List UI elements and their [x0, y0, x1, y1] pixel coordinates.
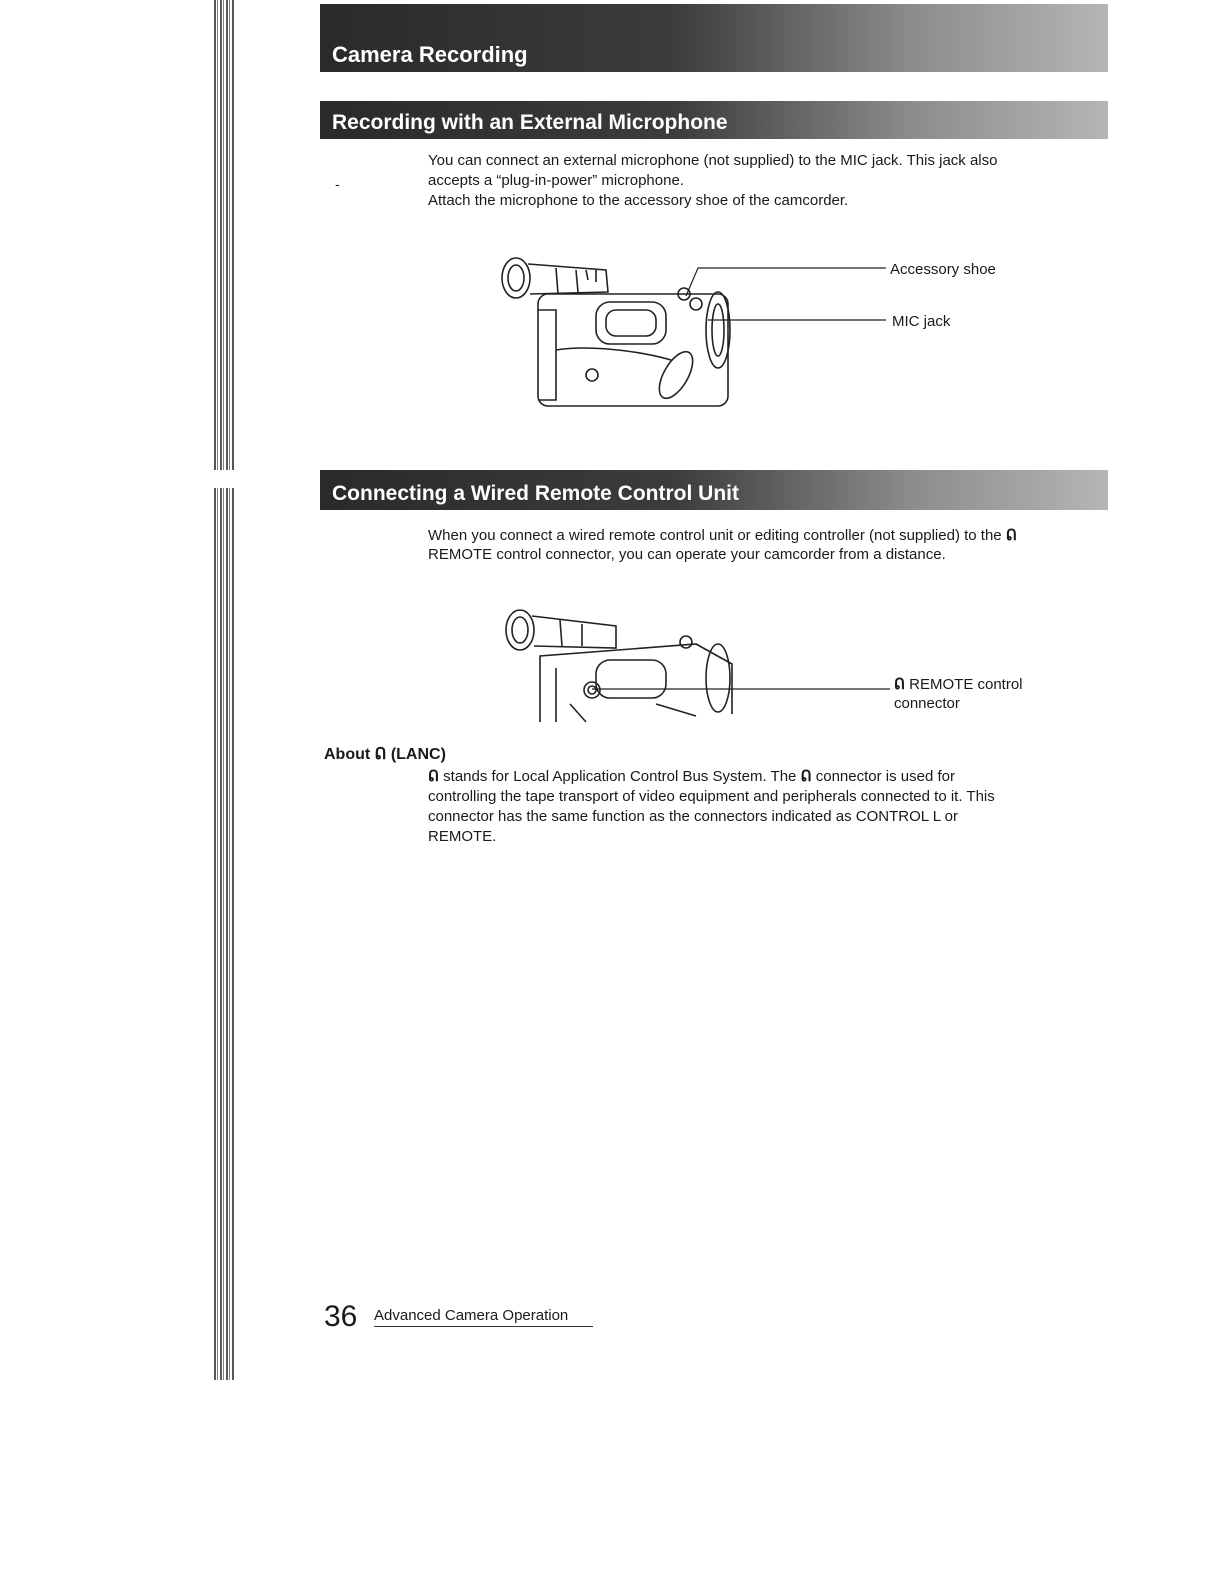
about-line-1-end: connector is used for [815, 768, 955, 785]
callout-mic-jack: MIC jack [892, 313, 951, 330]
about-line-3: connector has the same function as the connectors indicated as CONTROL L or [428, 808, 958, 825]
mic-paragraph-line-1: You can connect an external microphone (not supplied) to the MIC jack. This jack also [428, 152, 998, 169]
about-line-1 [428, 767, 955, 787]
lanc-symbol-icon: ᕠ [428, 768, 439, 785]
about-line-2: controlling the tape transport of video equipment and peripherals connected to it. This [428, 788, 995, 805]
chapter-title: Camera Recording [332, 42, 528, 67]
about-line-1-text: stands for Local Application Control Bus System. The [443, 768, 797, 785]
lanc-symbol-icon: ᕠ [800, 768, 812, 785]
about-line-4: REMOTE. [428, 828, 497, 845]
footer-section-name: Advanced Camera Operation [374, 1307, 593, 1327]
callout-accessory-shoe: Accessory shoe [890, 261, 996, 278]
mic-paragraph-line-3: Attach the microphone to the accessory shoe of the camcorder. [428, 192, 849, 209]
mic-paragraph-line-2: accepts a “plug-in-power” microphone. [428, 172, 684, 189]
lanc-symbol-icon: ᕠ [894, 676, 905, 693]
about-heading-prefix: About [324, 746, 371, 763]
remote-paragraph-line-1-text: When you connect a wired remote control unit or editing controller (not supplied) to the [428, 527, 1002, 544]
remote-paragraph-line-2: REMOTE control connector, you can operate your camcorder from a distance. [428, 546, 946, 563]
lanc-symbol-icon: ᕠ [1005, 527, 1017, 544]
callout-remote-line-1: REMOTE control [909, 676, 1023, 693]
section-title-microphone: Recording with an External Microphone [332, 111, 728, 134]
about-lanc-heading [324, 744, 446, 764]
callout-remote-line-2: connector [894, 695, 960, 712]
lanc-symbol-icon: ᕠ [374, 746, 387, 763]
section-title-remote: Connecting a Wired Remote Control Unit [332, 482, 739, 505]
page-number: 36 [324, 1300, 358, 1333]
margin-mark: - [335, 176, 340, 192]
about-heading-suffix: (LANC) [390, 746, 446, 763]
callout-remote-connector [894, 675, 1023, 713]
